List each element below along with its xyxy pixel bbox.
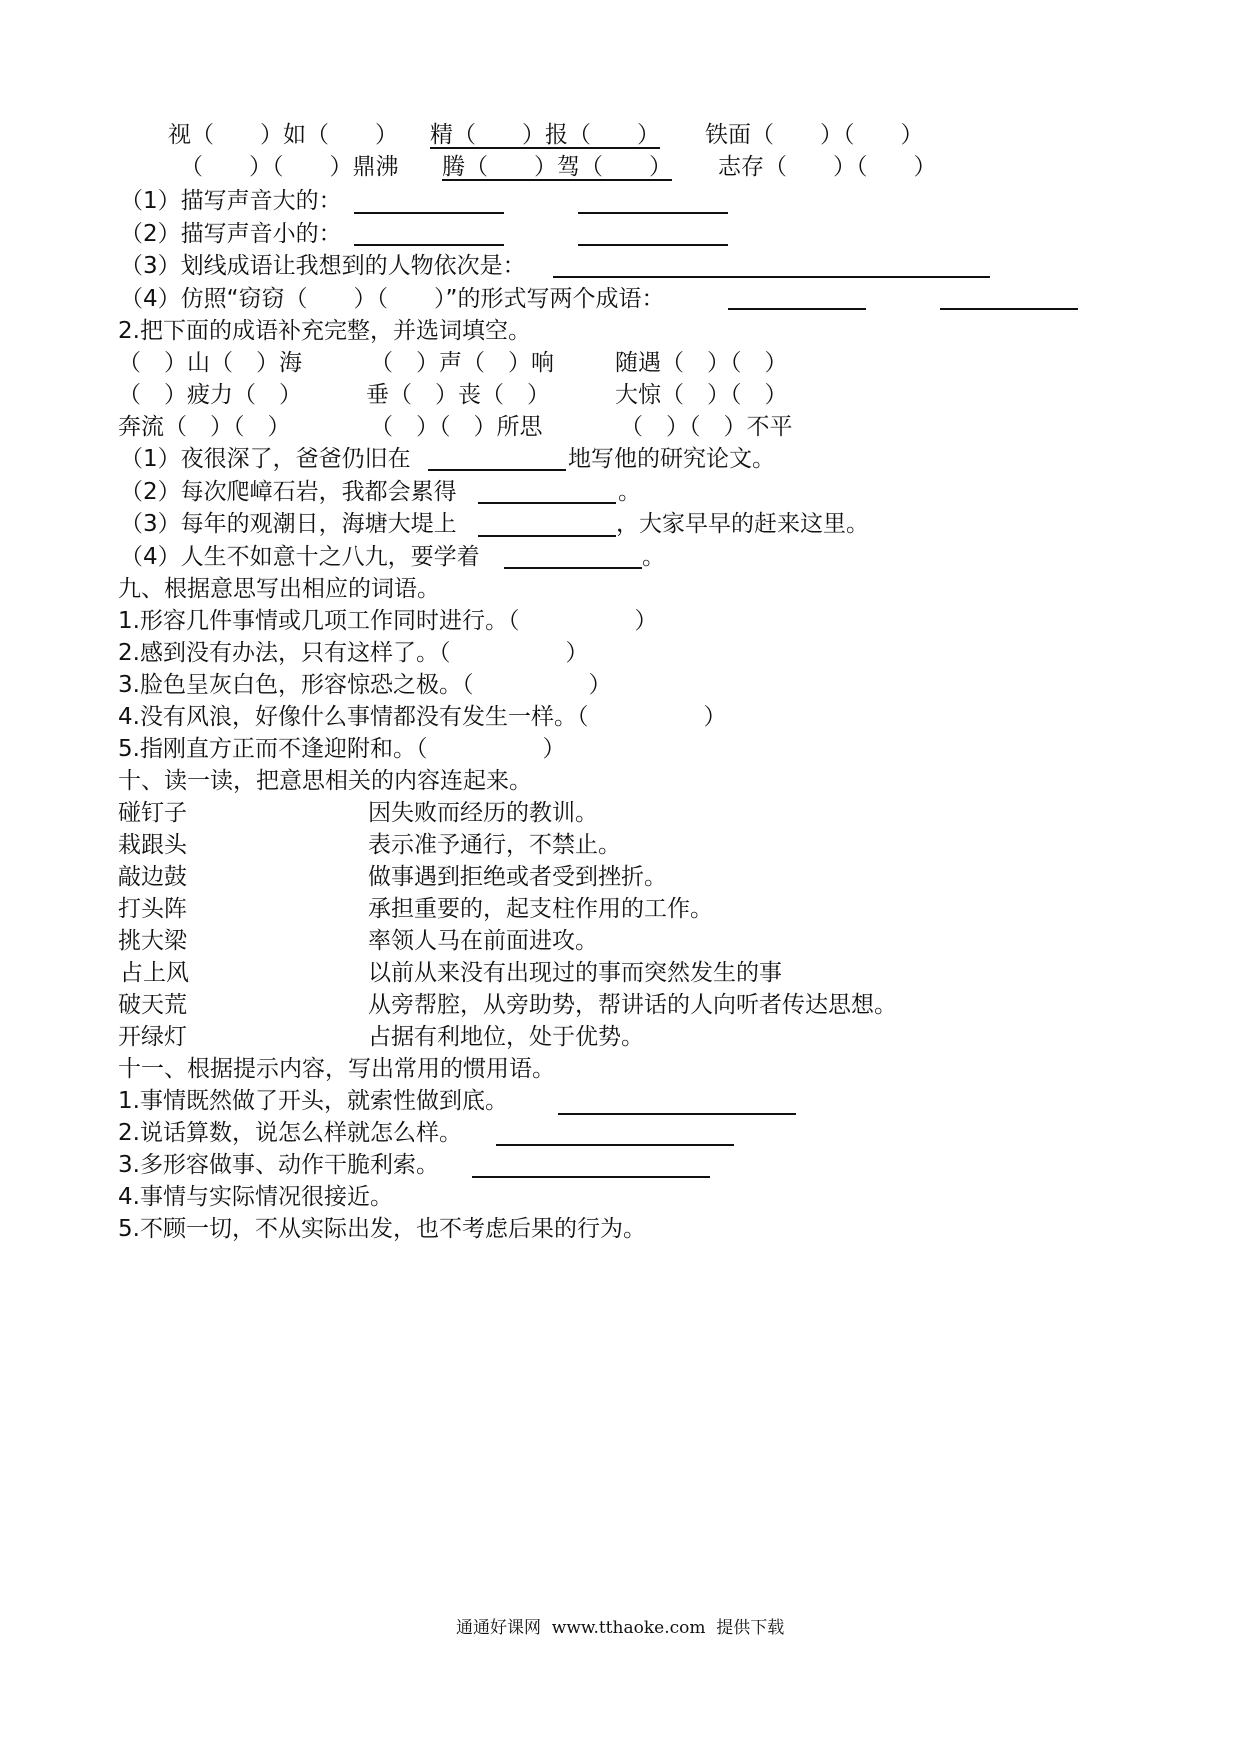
- sec11-blank-1[interactable]: [558, 1113, 796, 1115]
- idiom-row1-b: 精（ ）报（ ）: [430, 122, 660, 148]
- match-right-2: 表示准予通行，不禁止。: [368, 832, 621, 858]
- sentence-3-start: （3）每年的观潮日，海塘大堤上: [120, 511, 457, 537]
- match-left-1: 碰钉子: [118, 800, 187, 826]
- fill-row1-c: 随遇（ ）（ ）: [615, 350, 788, 376]
- match-right-3: 做事遇到拒绝或者受到挫折。: [368, 864, 667, 890]
- q3-blank[interactable]: [553, 276, 990, 278]
- sec11-item-5: 5.不顾一切，不从实际出发，也不考虑后果的行为。: [118, 1216, 646, 1242]
- fill-row2-c: 大惊（ ）（ ）: [615, 382, 788, 408]
- match-left-2: 栽跟头: [118, 832, 187, 858]
- sec8b-title: 2.把下面的成语补充完整，并选词填空。: [118, 318, 531, 344]
- match-left-3: 敲边鼓: [118, 864, 187, 890]
- q4-blank-1[interactable]: [728, 308, 866, 310]
- sentence-1-end: 地写他的研究论文。: [568, 446, 775, 472]
- sentence-1-blank[interactable]: [428, 469, 566, 471]
- idiom-row2-b: 腾（ ）驾（ ）: [442, 154, 672, 180]
- sec9-item-3: 3.脸色呈灰白色，形容惊恐之极。（ ）: [118, 672, 612, 698]
- sec9-item-4: 4.没有风浪，好像什么事情都没有发生一样。（ ）: [118, 704, 727, 730]
- sec9-item-5: 5.指刚直方正而不逢迎附和。（ ）: [118, 736, 566, 762]
- sentence-4-end: 。: [642, 544, 665, 570]
- fill-row3-c: （ ）（ ）不平: [620, 414, 793, 440]
- sentence-3-blank[interactable]: [478, 535, 616, 537]
- sec11-blank-2[interactable]: [496, 1144, 734, 1146]
- sentence-2-end: 。: [618, 479, 641, 505]
- q3-text: （3）划线成语让我想到的人物依次是：: [120, 253, 526, 279]
- sec10-title: 十、读一读，把意思相关的内容连起来。: [118, 768, 532, 794]
- sentence-2-start: （2）每次爬嶂石岩，我都会累得: [120, 479, 457, 505]
- sentence-4-blank[interactable]: [504, 567, 642, 569]
- match-right-8: 占据有利地位，处于优势。: [368, 1024, 644, 1050]
- sec9-item-2: 2.感到没有办法，只有这样了。（ ）: [118, 640, 589, 666]
- fill-row3-a: 奔流（ ）（ ）: [118, 414, 291, 440]
- match-left-7: 破天荒: [118, 992, 187, 1018]
- match-right-7: 从旁帮腔，从旁助势，帮讲话的人向听者传达思想。: [368, 992, 897, 1018]
- match-right-6: 以前从来没有出现过的事而突然发生的事: [368, 960, 782, 986]
- match-left-6: 占上风: [120, 960, 189, 986]
- match-right-5: 率领人马在前面进攻。: [368, 928, 598, 954]
- sec11-item-1: 1.事情既然做了开头，就索性做到底。: [118, 1088, 508, 1114]
- sec11-title: 十一、根据提示内容，写出常用的惯用语。: [118, 1056, 555, 1082]
- q1-blank-1[interactable]: [354, 212, 504, 214]
- idiom-row1-c: 铁面（ ）（ ）: [705, 122, 924, 148]
- sec11-item-4: 4.事情与实际情况很接近。: [118, 1184, 393, 1210]
- idiom-row2-a: （ ）（ ）鼎沸: [180, 154, 399, 180]
- match-left-5: 挑大梁: [118, 928, 187, 954]
- q1-text: （1）描写声音大的：: [120, 188, 342, 214]
- q4-text: （4）仿照“窃窃（ ）（ ）”的形式写两个成语：: [120, 286, 665, 312]
- q2-blank-2[interactable]: [578, 244, 728, 246]
- q2-blank-1[interactable]: [354, 244, 504, 246]
- sec9-item-1: 1.形容几件事情或几项工作同时进行。（ ）: [118, 608, 658, 634]
- fill-row3-b: （ ）（ ）所思: [370, 414, 543, 440]
- sec11-item-3: 3.多形容做事、动作干脆利索。: [118, 1152, 439, 1178]
- match-right-4: 承担重要的，起支柱作用的工作。: [368, 896, 713, 922]
- fill-row1-b: （ ）声（ ）响: [370, 350, 554, 376]
- sentence-4-start: （4）人生不如意十之八九，要学着: [120, 544, 480, 570]
- match-left-4: 打头阵: [118, 896, 187, 922]
- sentence-3-end: ，大家早早的赶来这里。: [616, 511, 869, 537]
- fill-row2-b: 垂（ ）丧（ ）: [366, 382, 550, 408]
- sentence-2-blank[interactable]: [478, 502, 616, 504]
- q2-text: （2）描写声音小的：: [120, 221, 342, 247]
- fill-row2-a: （ ）疲力（ ）: [118, 382, 302, 408]
- sec9-title: 九、根据意思写出相应的词语。: [118, 576, 440, 602]
- q4-blank-2[interactable]: [940, 308, 1078, 310]
- sec11-blank-3[interactable]: [472, 1176, 710, 1178]
- sentence-1-start: （1）夜很深了，爸爸仍旧在: [120, 446, 411, 472]
- idiom-row2-c: 志存（ ）（ ）: [718, 154, 937, 180]
- match-right-1: 因失败而经历的教训。: [368, 800, 598, 826]
- match-left-8: 开绿灯: [118, 1024, 187, 1050]
- q1-blank-2[interactable]: [578, 212, 728, 214]
- page-footer: 通通好课网 www.tthaoke.com 提供下载: [456, 1618, 785, 1638]
- fill-row1-a: （ ）山（ ）海: [118, 350, 302, 376]
- idiom-row1-a: 视（ ）如（ ）: [168, 122, 398, 148]
- sec11-item-2: 2.说话算数，说怎么样就怎么样。: [118, 1120, 462, 1146]
